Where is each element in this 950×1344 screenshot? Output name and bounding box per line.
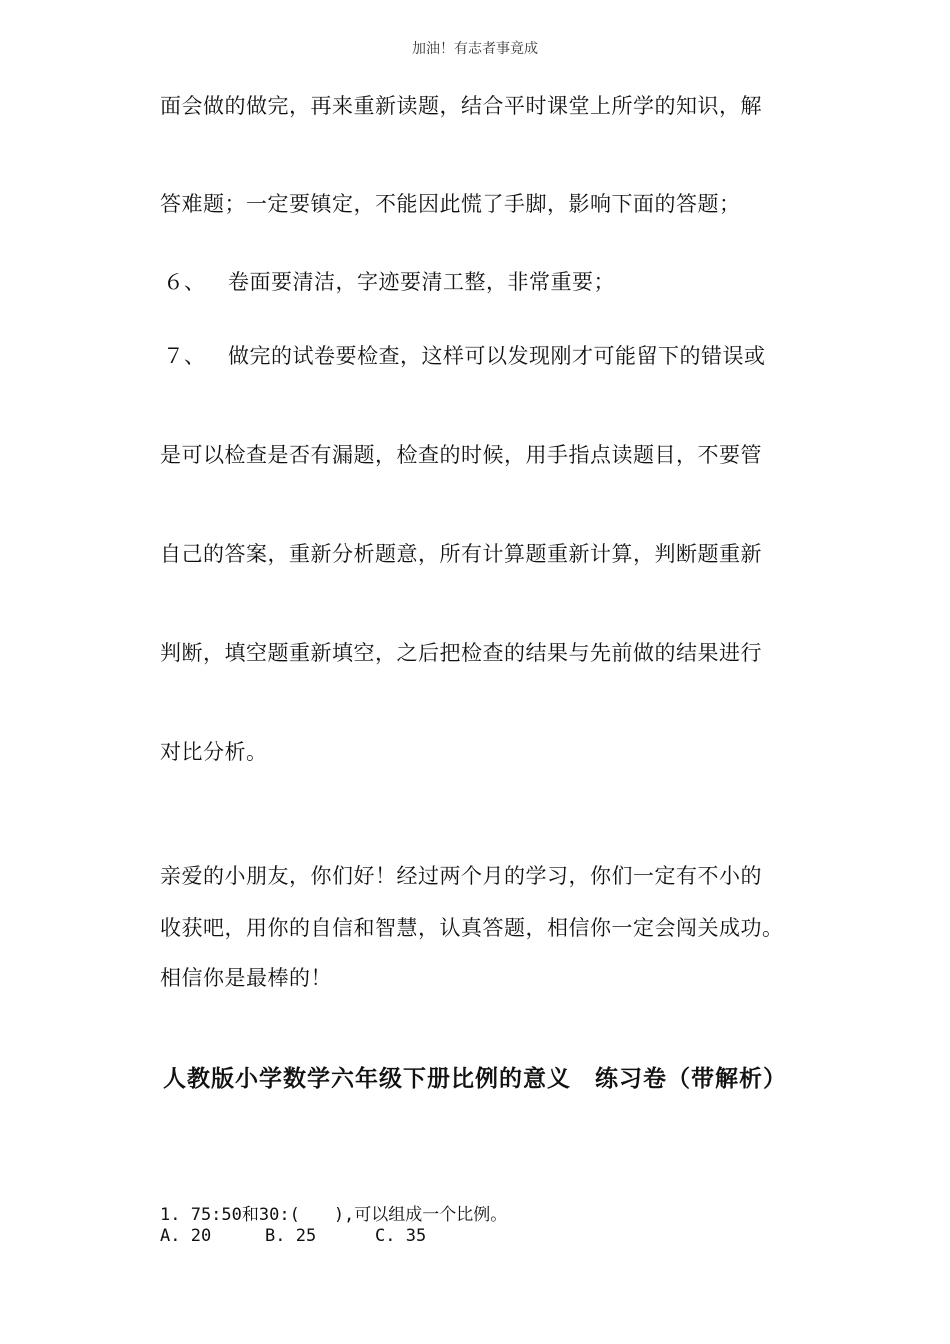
body-line: 对比分析。 — [160, 740, 268, 764]
item-number-7: ７、 — [163, 344, 205, 368]
page-header: 加油！有志者事竟成 — [412, 41, 538, 57]
body-line: 自己的答案，重新分析题意，所有计算题重新计算，判断题重新 — [160, 542, 762, 566]
body-line: 答难题；一定要镇定，不能因此慌了手脚，影响下面的答题； — [160, 192, 741, 216]
option-a: A. 20 — [160, 1226, 212, 1246]
option-b: B. 25 — [265, 1226, 317, 1246]
item-text-6: 卷面要清洁，字迹要清工整，非常重要； — [228, 270, 615, 294]
body-line: 是可以检查是否有漏题，检查的时候，用手指点读题目，不要管 — [160, 443, 762, 467]
item-number-6: ６、 — [163, 270, 205, 294]
page-title: 人教版小学数学六年级下册比例的意义 练习卷（带解析） — [163, 1066, 787, 1092]
item-text-7: 做完的试卷要检查，这样可以发现刚才可能留下的错误或 — [228, 344, 766, 368]
body-line: 判断，填空题重新填空，之后把检查的结果与先前做的结果进行 — [160, 641, 762, 665]
option-c: C. 35 — [375, 1226, 427, 1246]
intro-line: 亲爱的小朋友，你们好！经过两个月的学习，你们一定有不小的 — [160, 864, 762, 888]
question-stem: 1. 75:50和30:( ),可以组成一个比例。 — [160, 1205, 508, 1225]
body-line: 面会做的做完，再来重新读题，结合平时课堂上所学的知识，解 — [160, 94, 762, 118]
intro-line: 收获吧，用你的自信和智慧，认真答题，相信你一定会闯关成功。 — [160, 916, 784, 940]
intro-line: 相信你是最棒的！ — [160, 966, 332, 990]
